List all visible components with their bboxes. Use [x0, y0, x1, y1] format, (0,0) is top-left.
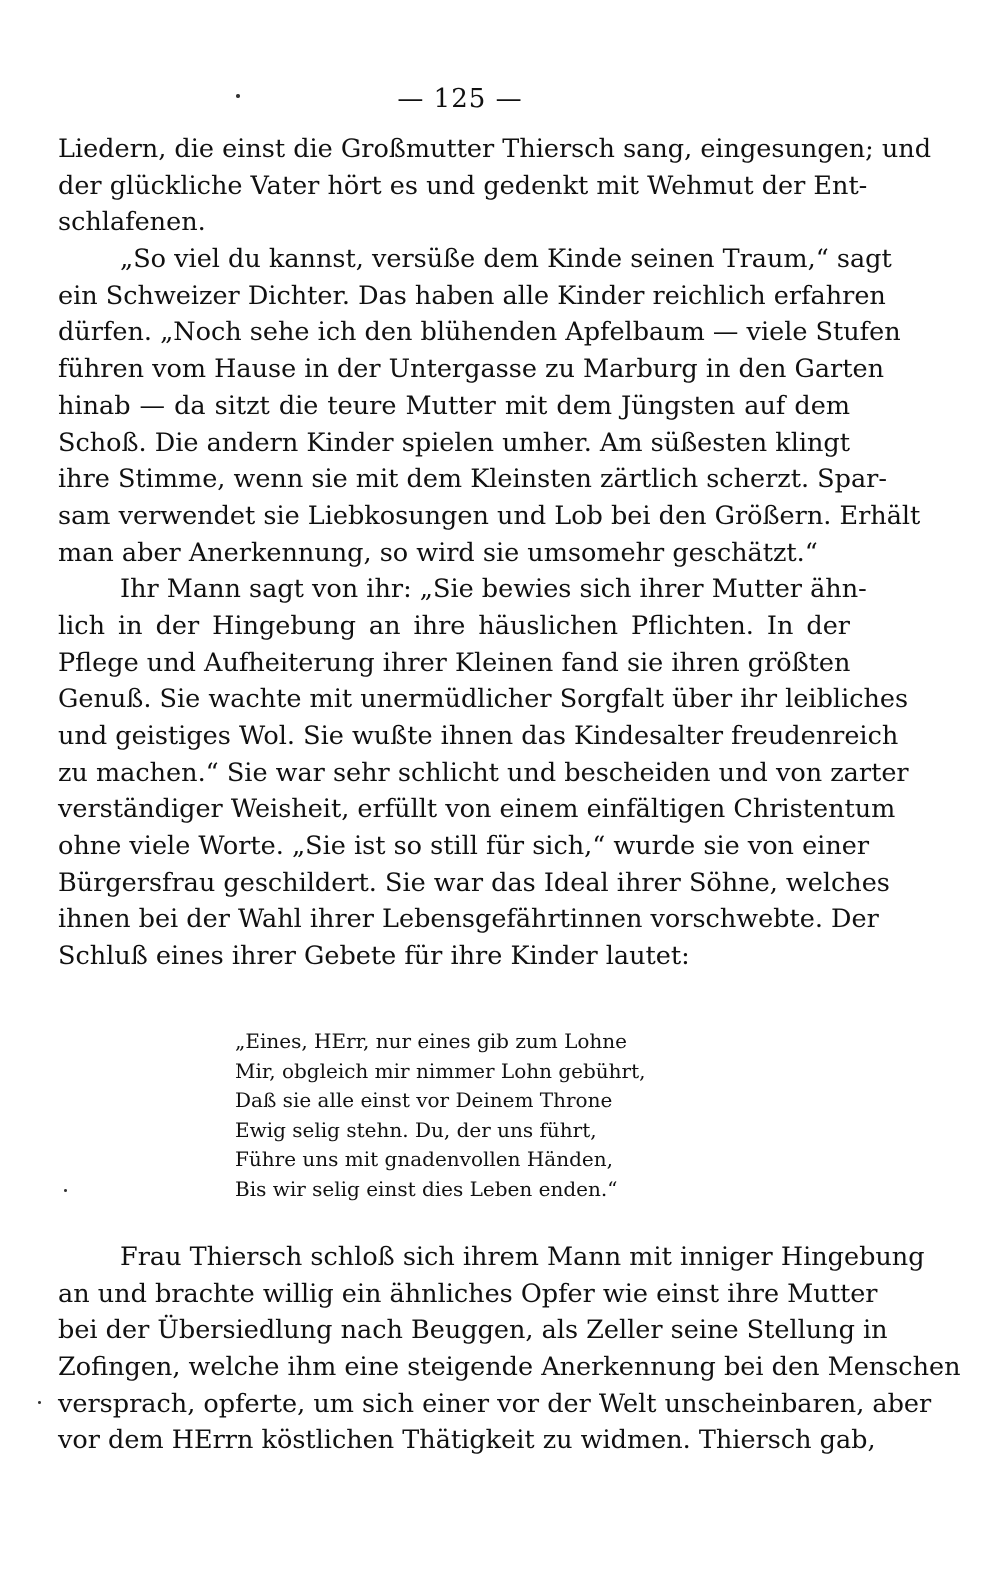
text-line: dürfen. „Noch sehe ich den blühenden Apfelbaum — viele Stufen [58, 317, 901, 348]
text-line: Liedern, die einst die Großmutter Thiersch sang, eingesungen; und [58, 134, 932, 164]
text-line: ein Schweizer Dichter. Das haben alle Kinder reichlich erfahren [58, 280, 886, 311]
text-line: lich in der Hingebung an ihre häuslichen Pflichten. In der [58, 610, 850, 641]
text-line: versprach, opferte, um sich einer vor der Welt unscheinbaren, aber [58, 1388, 932, 1419]
text-line: der glückliche Vater hört es und gedenkt mit Wehmut der Ent- [58, 170, 868, 201]
scan-speck [38, 1401, 41, 1404]
text-line: Bürgersfrau geschildert. Sie war das Ideal ihrer Söhne, welches [58, 867, 890, 898]
text-line: an und brachte willig ein ähnliches Opfer wie einst ihre Mutter [58, 1278, 878, 1309]
text-line: zu machen.“ Sie war sehr schlicht und bescheiden und von zarter [58, 757, 909, 788]
text-line: führen vom Hause in der Untergasse zu Marburg in den Garten [58, 354, 884, 385]
text-line: „So viel du kannst, versüße dem Kinde seinen Traum,“ sagt [120, 244, 892, 275]
main-text-block [58, 131, 932, 975]
text-line: Pflege und Aufheiterung ihrer Kleinen fand sie ihren größten [58, 647, 851, 678]
text-line: verständiger Weisheit, erfüllt von einem einfältigen Christentum [58, 794, 896, 825]
text-line: bei der Übersiedlung nach Beuggen, als Zeller seine Stellung in [58, 1315, 888, 1346]
text-line: schlafenen. [58, 207, 206, 238]
text-line: Frau Thiersch schloß sich ihrem Mann mit inniger Hingebung [120, 1242, 925, 1272]
text-line: und geistiges Wol. Sie wußte ihnen das Kindesalter freudenreich [58, 721, 899, 751]
text-line: ohne viele Worte. „Sie ist so still für sich,“ wurde sie von einer [58, 831, 870, 862]
prayer-poem [235, 1027, 655, 1205]
text-line: Zofingen, welche ihm eine steigende Anerkennung bei den Menschen [58, 1352, 961, 1383]
text-line: ihnen bei der Wahl ihrer Lebensgefährtinnen vorschwebte. Der [58, 904, 879, 935]
poem-line: „Eines, HErr, nur eines gib zum Lohne [235, 1029, 628, 1053]
poem-line: Daß sie alle einst vor Deinem Throne [235, 1088, 613, 1113]
poem-line: Mir, obgleich mir nimmer Lohn gebührt, [235, 1058, 646, 1083]
text-line: hinab — da sitzt die teure Mutter mit dem Jüngsten auf dem [58, 390, 850, 421]
text-line: Schoß. Die andern Kinder spielen umher. Am süßesten klingt [58, 427, 850, 458]
poem-line: Bis wir selig einst dies Leben enden.“ [235, 1176, 618, 1201]
scan-speck [236, 94, 240, 98]
text-line: Ihr Mann sagt von ihr: „Sie bewies sich ihrer Mutter ähn- [120, 574, 867, 605]
text-line: ihre Stimme, wenn sie mit dem Kleinsten zärtlich scherzt. Spar- [58, 464, 887, 495]
text-line: Schluß eines ihrer Gebete für ihre Kinder lautet: [58, 941, 690, 972]
text-line: man aber Anerkennung, so wird sie umsomehr geschätzt.“ [58, 537, 818, 568]
scan-speck [64, 1189, 67, 1192]
closing-text-block [58, 1239, 961, 1459]
page-number: — 125 — [397, 84, 523, 114]
poem-line: Ewig selig stehn. Du, der uns führt, [235, 1117, 597, 1142]
text-line: Genuß. Sie wachte mit unermüdlicher Sorgfalt über ihr leibliches [58, 684, 909, 715]
poem-line: Führe uns mit gnadenvollen Händen, [235, 1147, 613, 1172]
text-line: vor dem HErrn köstlichen Thätigkeit zu widmen. Thiersch gab, [58, 1425, 876, 1456]
text-line: sam verwendet sie Liebkosungen und Lob bei den Größern. Erhält [58, 500, 921, 531]
